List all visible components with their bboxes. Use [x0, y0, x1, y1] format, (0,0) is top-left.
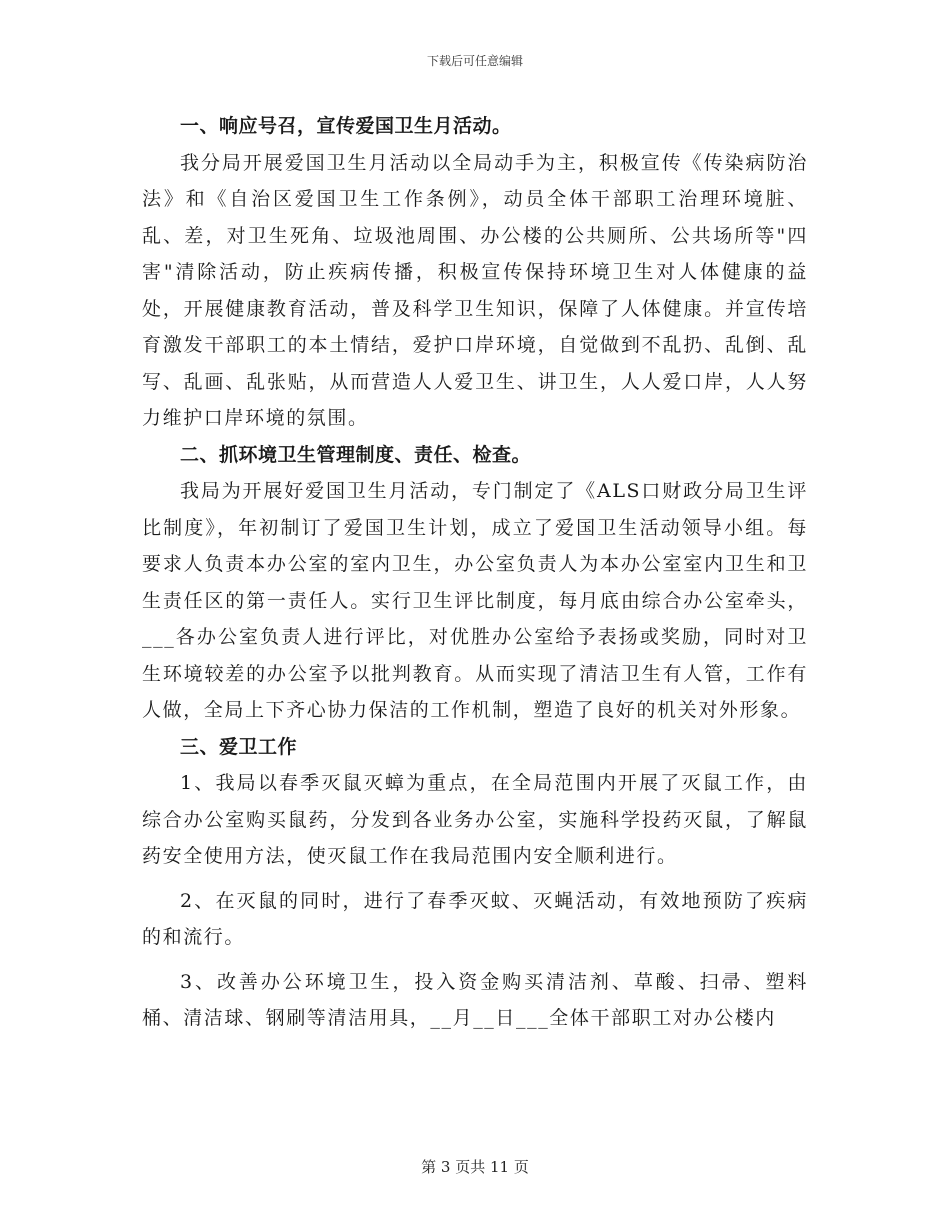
section-heading-1: 一、响应号召，宣传爱国卫生月活动。 [180, 115, 512, 137]
section-3-paragraph-2: 2、在灭鼠的同时，进行了春季灭蚊、灭蝇活动，有效地预防了疾病的和流行。 [142, 889, 808, 948]
section-heading-2: 二、抓环境卫生管理制度、责任、检查。 [180, 443, 532, 466]
section-3-paragraph-3: 3、改善办公环境卫生，投入资金购买清洁剂、草酸、扫帚、塑料桶、清洁球、钢刷等清洁用具，__月__日___全体干部职工对办公楼内 [142, 970, 808, 1029]
section-heading-3: 三、爱卫工作 [180, 735, 298, 758]
page-footer: 第 3 页共 11 页 [421, 1158, 529, 1176]
section-3-paragraph-1: 1、我局以春季灭鼠灭蟑为重点，在全局范围内开展了灭鼠工作，由综合办公室购买鼠药，分发到各业务办公室，实施科学投药灭鼠，了解鼠药安全使用方法，使灭鼠工作在我局范围内安全顺利进行。 [142, 772, 808, 867]
section-2-paragraph: 我局为开展好爱国卫生月活动，专门制定了《ALS口财政分局卫生评比制度》，年初制订了爱国卫生计划，成立了爱国卫生活动领导小组。每要求人负责本办公室的室内卫生，办公室负责人为本办公室室内卫生和卫生责任区的第一责任人。实行卫生评比制度，每月底由综合办公室牵头，___各办公室负责人进行评比，对优胜办公室给予表扬或奖励，同时对卫生环境较差的办公室予以批判教育。从而实现了清洁卫生有人管，工作有人做，全局上下齐心协力保洁的工作机制，塑造了良好的机关对外形象。 [142, 480, 808, 721]
section-1-paragraph: 我分局开展爱国卫生月活动以全局动手为主，积极宣传《传染病防治法》和《自治区爱国卫生工作条例》，动员全体干部职工治理环境脏、乱、差，对卫生死角、垃圾池周围、办公楼的公共厕所、公共场所等"四害"清除活动，防止疾病传播，积极宣传保持环境卫生对人体健康的益处，开展健康教育活动，普及科学卫生知识，保障了人体健康。并宣传培育激发干部职工的本土情结，爱护口岸环境，自觉做到不乱扔、乱倒、乱写、乱画、乱张贴，从而营造人人爱卫生、讲卫生，人人爱口岸，人人努力维护口岸环境的氛围。 [142, 151, 808, 429]
page-header: 下载后可任意编辑 [426, 54, 523, 68]
document-body [142, 108, 808, 1037]
